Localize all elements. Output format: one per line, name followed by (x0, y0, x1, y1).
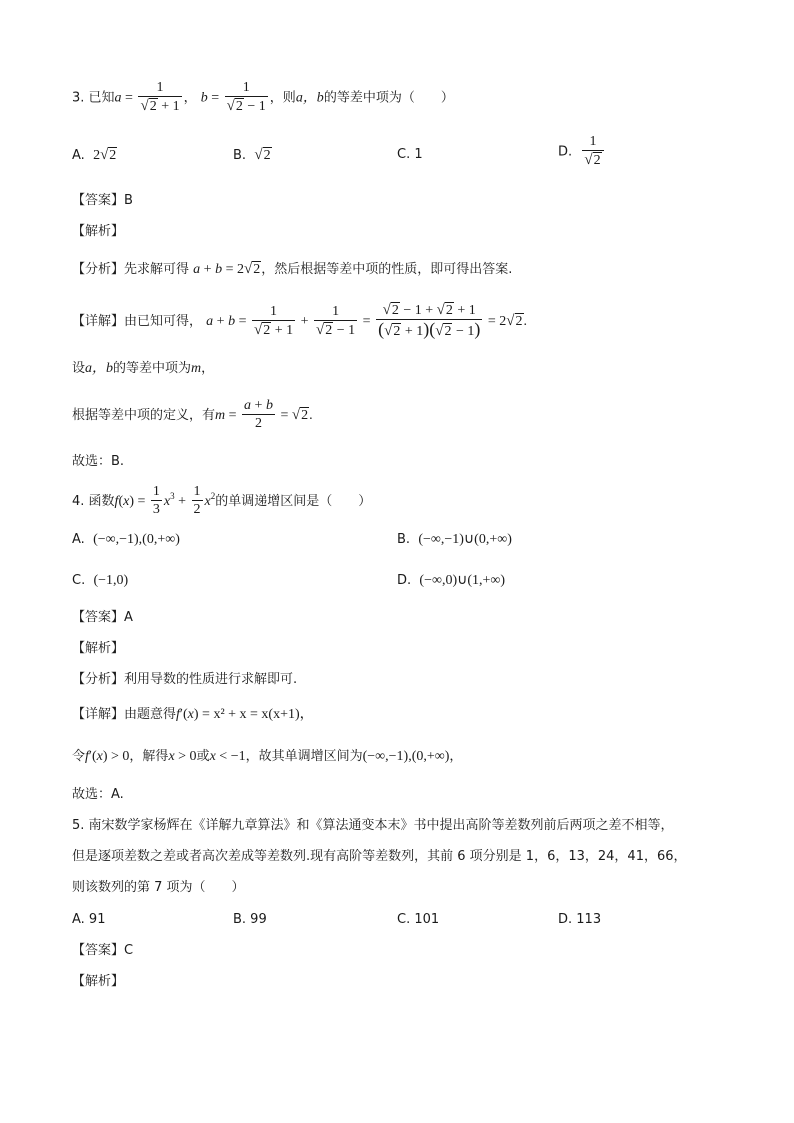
fraction-b: $\frac{1}{√2 - 1}$ (226, 80, 266, 114)
q4-fenxi: 【分析】利用导数的性质进行求解即可. (72, 672, 298, 687)
q5-option-d: D. 113 (558, 912, 602, 927)
q5-option-a: A. 91 (72, 912, 106, 927)
q3-conclusion: 故选：B. (72, 454, 125, 469)
q3-stem-prefix: 3. 已知 (72, 90, 115, 106)
q4-detail: 【详解】由题意得f′(x) = x² + x = x(x+1)， (72, 707, 314, 722)
q3-analysis-label: 【解析】 (72, 224, 125, 239)
q5-analysis-label: 【解析】 (72, 974, 125, 989)
q5-option-c: C. 101 (397, 912, 440, 927)
q3-option-b: B. √2 (233, 147, 271, 163)
fraction-a: $\frac{1}{√2 + 1}$ (140, 80, 180, 114)
q3-fenxi: 【分析】先求解可得 a + b = 2√2，然后根据等差中项的性质，即可得出答案. (72, 261, 513, 277)
q4-stem: 4. 函数f(x) = $\frac{1}{3}$ $x^3$ + $\frac{1}{2}$ $x^2$的单调递增区间是（ ） (72, 484, 372, 517)
q4-option-a: A. (−∞,−1),(0,+∞) (72, 532, 180, 547)
q3-option-a: A. 2√2 (72, 147, 117, 163)
q3-stem-end: 的等差中项为（ ） (323, 90, 454, 106)
q3-stem: 3. 已知a = $\frac{1}{√2 + 1}$ ， b = $\frac{1}{√2 - 1}$ ，则a，b的等差中项为（ ） (72, 80, 454, 114)
q4-option-b: B. (−∞,−1)∪(0,+∞) (397, 532, 512, 547)
q3-detail: 【详解】由已知可得， a + b = $\frac{1}{√2 + 1}$ + $\frac{1}{√2 - 1}$ = $\frac{√2 - 1 + √2 + 1}{(√2 + 1)(√2 - 1)}$ = 2√2. (72, 302, 527, 339)
q3-line-definition: 根据等差中项的定义，有m = $\frac{a + b}{2}$ = √2. (72, 398, 313, 431)
q5-stem-line-1: 5. 南宋数学家杨辉在《详解九章算法》和《算法通变本末》书中提出高阶等差数列前后两项之差不相等， (72, 818, 674, 833)
q3-stem-suffix: ，则 (269, 90, 296, 106)
q3-comma: ， (183, 90, 197, 106)
q5-option-b: B. 99 (233, 912, 267, 927)
q3-answer: 【答案】B (72, 193, 133, 208)
q5-stem-line-2: 但是逐项差数之差或者高次差成等差数列.现有高阶等差数列，其前 6 项分别是 1，6，13，24，41，66， (72, 849, 687, 864)
q3-option-d: D. $\frac{1}{√2}$ (558, 134, 606, 170)
q3-option-c: C. 1 (397, 147, 423, 162)
q5-stem-line-3: 则该数列的第 7 项为（ ） (72, 880, 245, 895)
q4-analysis-label: 【解析】 (72, 641, 125, 656)
q3-line-let: 设a，b的等差中项为m， (72, 361, 215, 376)
q4-option-d: D. (−∞,0)∪(1,+∞) (397, 573, 506, 588)
q4-conclusion: 故选：A. (72, 787, 124, 802)
q4-answer: 【答案】A (72, 610, 133, 625)
q3-ab: a，b (295, 90, 324, 106)
q4-line-let: 令f′(x) > 0，解得x > 0或x < −1，故其单调增区间为(−∞,−1),(0,+∞)， (72, 749, 463, 764)
q4-option-c: C. (−1,0) (72, 573, 129, 588)
q5-answer: 【答案】C (72, 943, 134, 958)
